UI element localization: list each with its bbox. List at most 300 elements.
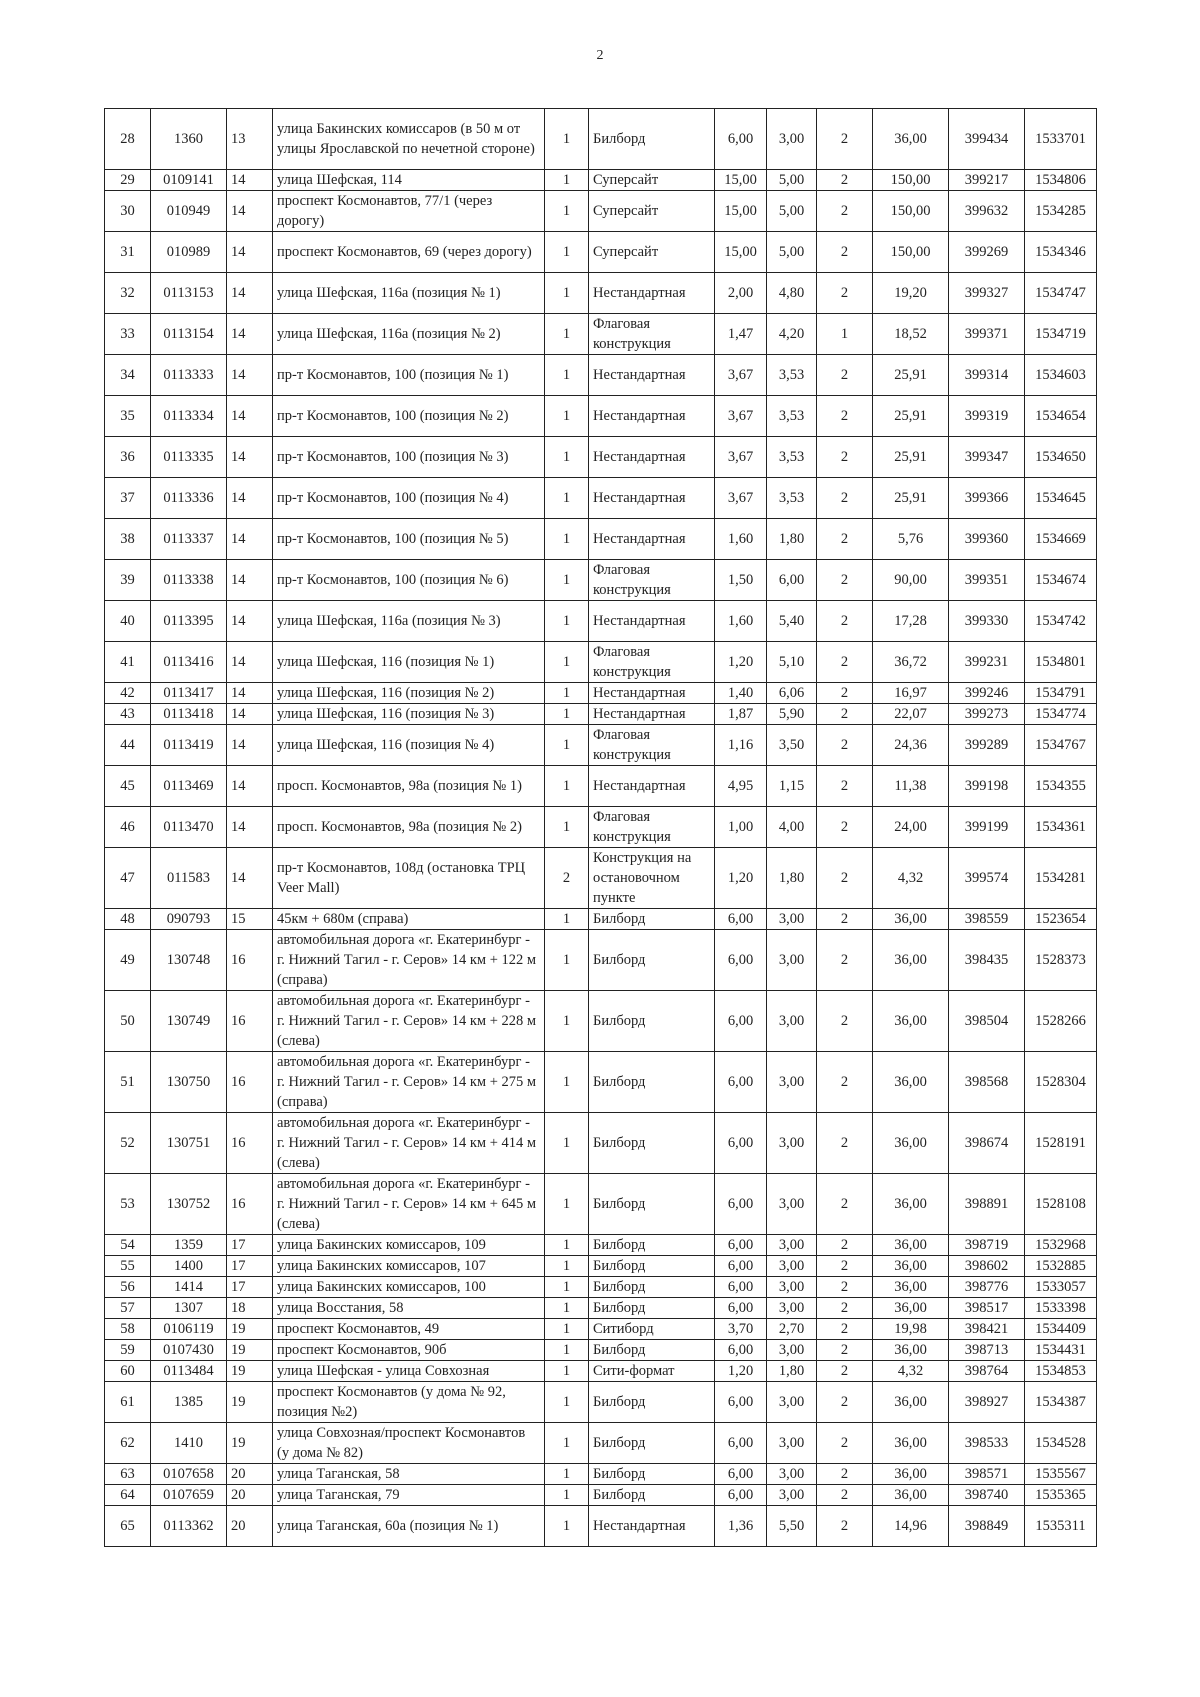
height-cell: 3,00 <box>767 1382 817 1423</box>
address-cell: проспект Космонавтов, 77/1 (через дорогу) <box>273 191 545 232</box>
width-cell: 6,00 <box>715 1235 767 1256</box>
row-number-cell: 43 <box>105 704 151 725</box>
width-cell: 1,60 <box>715 519 767 560</box>
structure-id-cell: 0113418 <box>151 704 227 725</box>
height-cell: 4,20 <box>767 314 817 355</box>
address-cell: улица Шефская, 116а (позиция № 1) <box>273 273 545 314</box>
address-cell: проспект Космонавтов (у дома № 92, позиция №2) <box>273 1382 545 1423</box>
width-cell: 3,67 <box>715 478 767 519</box>
structure-id-cell: 130750 <box>151 1052 227 1113</box>
coord-y-cell: 1534791 <box>1025 683 1097 704</box>
coord-y-cell: 1532968 <box>1025 1235 1097 1256</box>
area-cell: 36,00 <box>873 1277 949 1298</box>
area-cell: 19,20 <box>873 273 949 314</box>
width-cell: 15,00 <box>715 232 767 273</box>
structure-type-cell: Билборд <box>589 1052 715 1113</box>
height-cell: 3,53 <box>767 478 817 519</box>
height-cell: 3,00 <box>767 1052 817 1113</box>
district-cell: 14 <box>227 560 273 601</box>
coord-x-cell: 398504 <box>949 991 1025 1052</box>
quantity-cell: 1 <box>545 355 589 396</box>
area-cell: 36,72 <box>873 642 949 683</box>
area-cell: 36,00 <box>873 1235 949 1256</box>
width-cell: 1,20 <box>715 642 767 683</box>
table-row <box>105 170 1097 191</box>
structure-type-cell: Нестандартная <box>589 704 715 725</box>
district-cell: 15 <box>227 909 273 930</box>
area-cell: 36,00 <box>873 930 949 991</box>
row-number-cell: 34 <box>105 355 151 396</box>
address-cell: улица Таганская, 60а (позиция № 1) <box>273 1506 545 1547</box>
district-cell: 14 <box>227 170 273 191</box>
district-cell: 14 <box>227 642 273 683</box>
address-cell: проспект Космонавтов, 69 (через дорогу) <box>273 232 545 273</box>
row-number-cell: 63 <box>105 1464 151 1485</box>
district-cell: 14 <box>227 314 273 355</box>
quantity-cell: 1 <box>545 807 589 848</box>
coord-x-cell: 399314 <box>949 355 1025 396</box>
table-row <box>105 1052 1097 1113</box>
row-number-cell: 38 <box>105 519 151 560</box>
coord-x-cell: 398891 <box>949 1174 1025 1235</box>
address-cell: проспект Космонавтов, 90б <box>273 1340 545 1361</box>
district-cell: 17 <box>227 1256 273 1277</box>
district-cell: 14 <box>227 191 273 232</box>
area-cell: 19,98 <box>873 1319 949 1340</box>
sides-cell: 2 <box>817 1485 873 1506</box>
structure-id-cell: 0106119 <box>151 1319 227 1340</box>
coord-x-cell: 399371 <box>949 314 1025 355</box>
table-row <box>105 807 1097 848</box>
sides-cell: 2 <box>817 725 873 766</box>
address-cell: улица Шефская, 114 <box>273 170 545 191</box>
coord-x-cell: 399434 <box>949 109 1025 170</box>
structure-id-cell: 1359 <box>151 1235 227 1256</box>
table-row <box>105 273 1097 314</box>
area-cell: 22,07 <box>873 704 949 725</box>
table-row <box>105 1361 1097 1382</box>
district-cell: 14 <box>227 704 273 725</box>
coord-x-cell: 399273 <box>949 704 1025 725</box>
row-number-cell: 29 <box>105 170 151 191</box>
structure-id-cell: 0113419 <box>151 725 227 766</box>
area-cell: 36,00 <box>873 1113 949 1174</box>
coord-y-cell: 1534767 <box>1025 725 1097 766</box>
coord-x-cell: 399351 <box>949 560 1025 601</box>
sides-cell: 2 <box>817 1298 873 1319</box>
row-number-cell: 28 <box>105 109 151 170</box>
structure-type-cell: Нестандартная <box>589 396 715 437</box>
row-number-cell: 53 <box>105 1174 151 1235</box>
row-number-cell: 51 <box>105 1052 151 1113</box>
height-cell: 3,53 <box>767 396 817 437</box>
district-cell: 20 <box>227 1506 273 1547</box>
table-row <box>105 560 1097 601</box>
coord-y-cell: 1535311 <box>1025 1506 1097 1547</box>
district-cell: 14 <box>227 273 273 314</box>
structure-type-cell: Флаговая конструкция <box>589 725 715 766</box>
sides-cell: 2 <box>817 170 873 191</box>
quantity-cell: 1 <box>545 642 589 683</box>
structure-id-cell: 0107430 <box>151 1340 227 1361</box>
district-cell: 17 <box>227 1235 273 1256</box>
height-cell: 6,00 <box>767 560 817 601</box>
coord-y-cell: 1534387 <box>1025 1382 1097 1423</box>
structure-id-cell: 010949 <box>151 191 227 232</box>
district-cell: 16 <box>227 930 273 991</box>
coord-x-cell: 399289 <box>949 725 1025 766</box>
coord-x-cell: 399231 <box>949 642 1025 683</box>
width-cell: 1,20 <box>715 1361 767 1382</box>
quantity-cell: 1 <box>545 1423 589 1464</box>
height-cell: 5,50 <box>767 1506 817 1547</box>
structure-type-cell: Нестандартная <box>589 355 715 396</box>
coord-x-cell: 398776 <box>949 1277 1025 1298</box>
structure-id-cell: 0113338 <box>151 560 227 601</box>
sides-cell: 2 <box>817 1174 873 1235</box>
address-cell: автомобильная дорога «г. Екатеринбург - г. Нижний Тагил - г. Серов» 14 км + 122 м (справа) <box>273 930 545 991</box>
coord-y-cell: 1534346 <box>1025 232 1097 273</box>
height-cell: 6,06 <box>767 683 817 704</box>
height-cell: 5,40 <box>767 601 817 642</box>
coord-y-cell: 1535567 <box>1025 1464 1097 1485</box>
width-cell: 1,20 <box>715 848 767 909</box>
address-cell: 45км + 680м (справа) <box>273 909 545 930</box>
district-cell: 14 <box>227 807 273 848</box>
sides-cell: 2 <box>817 1423 873 1464</box>
quantity-cell: 1 <box>545 601 589 642</box>
structure-id-cell: 0113333 <box>151 355 227 396</box>
coord-x-cell: 398568 <box>949 1052 1025 1113</box>
table-row <box>105 1464 1097 1485</box>
structure-id-cell: 1400 <box>151 1256 227 1277</box>
sides-cell: 2 <box>817 683 873 704</box>
quantity-cell: 1 <box>545 1340 589 1361</box>
structure-type-cell: Суперсайт <box>589 191 715 232</box>
row-number-cell: 61 <box>105 1382 151 1423</box>
table-row <box>105 1298 1097 1319</box>
row-number-cell: 55 <box>105 1256 151 1277</box>
quantity-cell: 1 <box>545 519 589 560</box>
address-cell: пр-т Космонавтов, 100 (позиция № 5) <box>273 519 545 560</box>
structure-id-cell: 0113336 <box>151 478 227 519</box>
district-cell: 14 <box>227 355 273 396</box>
structure-id-cell: 090793 <box>151 909 227 930</box>
structure-type-cell: Нестандартная <box>589 601 715 642</box>
structure-id-cell: 1385 <box>151 1382 227 1423</box>
row-number-cell: 37 <box>105 478 151 519</box>
height-cell: 5,10 <box>767 642 817 683</box>
coord-y-cell: 1534281 <box>1025 848 1097 909</box>
sides-cell: 2 <box>817 930 873 991</box>
sides-cell: 2 <box>817 848 873 909</box>
sides-cell: 2 <box>817 1235 873 1256</box>
table-row <box>105 232 1097 273</box>
sides-cell: 2 <box>817 1277 873 1298</box>
structure-id-cell: 0107659 <box>151 1485 227 1506</box>
district-cell: 14 <box>227 396 273 437</box>
sides-cell: 2 <box>817 1319 873 1340</box>
district-cell: 19 <box>227 1340 273 1361</box>
coord-y-cell: 1533701 <box>1025 109 1097 170</box>
structure-type-cell: Билборд <box>589 991 715 1052</box>
height-cell: 1,15 <box>767 766 817 807</box>
district-cell: 14 <box>227 848 273 909</box>
structure-id-cell: 0113416 <box>151 642 227 683</box>
width-cell: 1,36 <box>715 1506 767 1547</box>
structure-type-cell: Суперсайт <box>589 232 715 273</box>
district-cell: 18 <box>227 1298 273 1319</box>
structure-id-cell: 130748 <box>151 930 227 991</box>
address-cell: улица Бакинских комиссаров (в 50 м от улицы Ярославской по нечетной стороне) <box>273 109 545 170</box>
district-cell: 16 <box>227 991 273 1052</box>
structure-type-cell: Билборд <box>589 1113 715 1174</box>
row-number-cell: 41 <box>105 642 151 683</box>
coord-x-cell: 398517 <box>949 1298 1025 1319</box>
address-cell: улица Шефская, 116 (позиция № 1) <box>273 642 545 683</box>
area-cell: 36,00 <box>873 1464 949 1485</box>
sides-cell: 2 <box>817 807 873 848</box>
district-cell: 16 <box>227 1052 273 1113</box>
structure-id-cell: 0113334 <box>151 396 227 437</box>
table-row <box>105 1485 1097 1506</box>
table-row <box>105 437 1097 478</box>
structure-id-cell: 0113153 <box>151 273 227 314</box>
height-cell: 3,00 <box>767 1174 817 1235</box>
coord-x-cell: 398764 <box>949 1361 1025 1382</box>
table-body <box>105 109 1097 1547</box>
structure-type-cell: Билборд <box>589 909 715 930</box>
coord-x-cell: 398740 <box>949 1485 1025 1506</box>
structure-type-cell: Билборд <box>589 1277 715 1298</box>
structure-id-cell: 0113154 <box>151 314 227 355</box>
district-cell: 19 <box>227 1361 273 1382</box>
coord-x-cell: 399574 <box>949 848 1025 909</box>
height-cell: 1,80 <box>767 1361 817 1382</box>
quantity-cell: 1 <box>545 109 589 170</box>
district-cell: 14 <box>227 601 273 642</box>
height-cell: 5,00 <box>767 170 817 191</box>
sides-cell: 2 <box>817 232 873 273</box>
quantity-cell: 1 <box>545 232 589 273</box>
sides-cell: 2 <box>817 1506 873 1547</box>
sides-cell: 2 <box>817 991 873 1052</box>
area-cell: 150,00 <box>873 170 949 191</box>
quantity-cell: 1 <box>545 1298 589 1319</box>
height-cell: 1,80 <box>767 848 817 909</box>
address-cell: просп. Космонавтов, 98а (позиция № 2) <box>273 807 545 848</box>
table-row <box>105 725 1097 766</box>
structure-type-cell: Билборд <box>589 1340 715 1361</box>
structure-type-cell: Билборд <box>589 1423 715 1464</box>
address-cell: пр-т Космонавтов, 108д (остановка ТРЦ Veer Mall) <box>273 848 545 909</box>
coord-x-cell: 399632 <box>949 191 1025 232</box>
coord-y-cell: 1534742 <box>1025 601 1097 642</box>
table-row <box>105 1340 1097 1361</box>
table-row <box>105 1382 1097 1423</box>
quantity-cell: 1 <box>545 1464 589 1485</box>
address-cell: автомобильная дорога «г. Екатеринбург - г. Нижний Тагил - г. Серов» 14 км + 645 м (слева) <box>273 1174 545 1235</box>
table-row <box>105 848 1097 909</box>
row-number-cell: 36 <box>105 437 151 478</box>
width-cell: 6,00 <box>715 1382 767 1423</box>
coord-x-cell: 398674 <box>949 1113 1025 1174</box>
district-cell: 14 <box>227 519 273 560</box>
quantity-cell: 1 <box>545 704 589 725</box>
structure-id-cell: 1360 <box>151 109 227 170</box>
address-cell: улица Бакинских комиссаров, 107 <box>273 1256 545 1277</box>
area-cell: 36,00 <box>873 1485 949 1506</box>
sides-cell: 2 <box>817 1464 873 1485</box>
coord-x-cell: 398571 <box>949 1464 1025 1485</box>
row-number-cell: 58 <box>105 1319 151 1340</box>
table-row <box>105 766 1097 807</box>
table-row <box>105 1235 1097 1256</box>
structure-id-cell: 0113469 <box>151 766 227 807</box>
table-row <box>105 355 1097 396</box>
coord-y-cell: 1534747 <box>1025 273 1097 314</box>
address-cell: улица Бакинских комиссаров, 109 <box>273 1235 545 1256</box>
height-cell: 5,00 <box>767 191 817 232</box>
structure-type-cell: Нестандартная <box>589 437 715 478</box>
quantity-cell: 1 <box>545 1174 589 1235</box>
height-cell: 3,00 <box>767 1113 817 1174</box>
address-cell: улица Таганская, 58 <box>273 1464 545 1485</box>
coord-y-cell: 1528304 <box>1025 1052 1097 1113</box>
area-cell: 25,91 <box>873 396 949 437</box>
structure-id-cell: 0109141 <box>151 170 227 191</box>
area-cell: 14,96 <box>873 1506 949 1547</box>
quantity-cell: 1 <box>545 437 589 478</box>
height-cell: 4,80 <box>767 273 817 314</box>
row-number-cell: 52 <box>105 1113 151 1174</box>
row-number-cell: 50 <box>105 991 151 1052</box>
structure-id-cell: 0113470 <box>151 807 227 848</box>
district-cell: 14 <box>227 478 273 519</box>
table-row <box>105 1174 1097 1235</box>
table-row <box>105 396 1097 437</box>
sides-cell: 2 <box>817 191 873 232</box>
height-cell: 3,00 <box>767 109 817 170</box>
sides-cell: 2 <box>817 1382 873 1423</box>
district-cell: 14 <box>227 725 273 766</box>
row-number-cell: 42 <box>105 683 151 704</box>
district-cell: 14 <box>227 232 273 273</box>
quantity-cell: 1 <box>545 314 589 355</box>
address-cell: улица Бакинских комиссаров, 100 <box>273 1277 545 1298</box>
quantity-cell: 1 <box>545 191 589 232</box>
width-cell: 6,00 <box>715 109 767 170</box>
area-cell: 36,00 <box>873 1256 949 1277</box>
coord-y-cell: 1534650 <box>1025 437 1097 478</box>
table-row <box>105 191 1097 232</box>
row-number-cell: 35 <box>105 396 151 437</box>
table-row <box>105 1277 1097 1298</box>
area-cell: 36,00 <box>873 1340 949 1361</box>
sides-cell: 2 <box>817 1052 873 1113</box>
area-cell: 36,00 <box>873 1174 949 1235</box>
width-cell: 6,00 <box>715 930 767 991</box>
width-cell: 15,00 <box>715 191 767 232</box>
height-cell: 3,00 <box>767 1464 817 1485</box>
table-row <box>105 930 1097 991</box>
table-row <box>105 109 1097 170</box>
coord-y-cell: 1533057 <box>1025 1277 1097 1298</box>
quantity-cell: 1 <box>545 273 589 314</box>
table-row <box>105 519 1097 560</box>
address-cell: пр-т Космонавтов, 100 (позиция № 6) <box>273 560 545 601</box>
address-cell: улица Шефская, 116 (позиция № 4) <box>273 725 545 766</box>
height-cell: 3,00 <box>767 1423 817 1464</box>
coord-y-cell: 1534719 <box>1025 314 1097 355</box>
coord-y-cell: 1535365 <box>1025 1485 1097 1506</box>
quantity-cell: 1 <box>545 170 589 191</box>
structure-type-cell: Флаговая конструкция <box>589 560 715 601</box>
row-number-cell: 57 <box>105 1298 151 1319</box>
address-cell: автомобильная дорога «г. Екатеринбург - г. Нижний Тагил - г. Серов» 14 км + 275 м (справа) <box>273 1052 545 1113</box>
sides-cell: 1 <box>817 314 873 355</box>
coord-x-cell: 399330 <box>949 601 1025 642</box>
district-cell: 19 <box>227 1382 273 1423</box>
row-number-cell: 40 <box>105 601 151 642</box>
coord-y-cell: 1534355 <box>1025 766 1097 807</box>
coord-x-cell: 399269 <box>949 232 1025 273</box>
district-cell: 14 <box>227 766 273 807</box>
structure-id-cell: 1414 <box>151 1277 227 1298</box>
area-cell: 150,00 <box>873 191 949 232</box>
row-number-cell: 49 <box>105 930 151 991</box>
coord-x-cell: 398533 <box>949 1423 1025 1464</box>
structure-type-cell: Флаговая конструкция <box>589 642 715 683</box>
sides-cell: 2 <box>817 1340 873 1361</box>
address-cell: пр-т Космонавтов, 100 (позиция № 2) <box>273 396 545 437</box>
structure-id-cell: 011583 <box>151 848 227 909</box>
row-number-cell: 31 <box>105 232 151 273</box>
width-cell: 2,00 <box>715 273 767 314</box>
coord-y-cell: 1534431 <box>1025 1340 1097 1361</box>
table-row <box>105 601 1097 642</box>
structure-type-cell: Нестандартная <box>589 519 715 560</box>
structure-type-cell: Нестандартная <box>589 766 715 807</box>
quantity-cell: 1 <box>545 1235 589 1256</box>
structure-id-cell: 0113395 <box>151 601 227 642</box>
row-number-cell: 48 <box>105 909 151 930</box>
width-cell: 3,67 <box>715 396 767 437</box>
width-cell: 6,00 <box>715 1340 767 1361</box>
coord-y-cell: 1534669 <box>1025 519 1097 560</box>
sides-cell: 2 <box>817 601 873 642</box>
coord-y-cell: 1534801 <box>1025 642 1097 683</box>
structure-type-cell: Билборд <box>589 1174 715 1235</box>
height-cell: 3,00 <box>767 991 817 1052</box>
height-cell: 3,00 <box>767 1298 817 1319</box>
sides-cell: 2 <box>817 1256 873 1277</box>
structure-type-cell: Суперсайт <box>589 170 715 191</box>
quantity-cell: 1 <box>545 683 589 704</box>
area-cell: 36,00 <box>873 1052 949 1113</box>
coord-x-cell: 398927 <box>949 1382 1025 1423</box>
area-cell: 24,36 <box>873 725 949 766</box>
area-cell: 25,91 <box>873 355 949 396</box>
width-cell: 3,67 <box>715 437 767 478</box>
coord-y-cell: 1523654 <box>1025 909 1097 930</box>
coord-y-cell: 1528266 <box>1025 991 1097 1052</box>
width-cell: 6,00 <box>715 991 767 1052</box>
width-cell: 6,00 <box>715 1298 767 1319</box>
quantity-cell: 1 <box>545 1319 589 1340</box>
structure-type-cell: Билборд <box>589 1464 715 1485</box>
area-cell: 36,00 <box>873 1298 949 1319</box>
